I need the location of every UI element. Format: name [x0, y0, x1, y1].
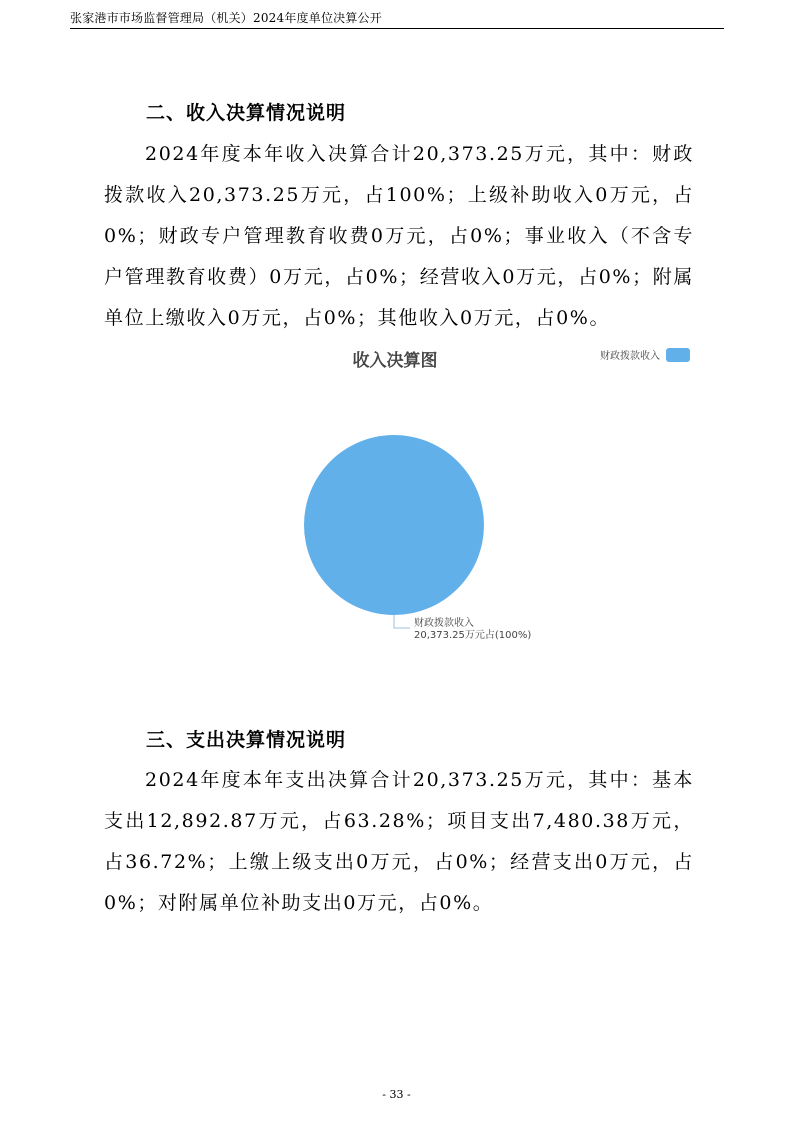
chart-title: 收入决算图 [352, 351, 438, 371]
pie-data-label-name: 财政拨款收入 [414, 618, 474, 629]
legend-label: 财政拨款收入 [600, 351, 660, 362]
expense-paragraph: 2024年度本年支出决算合计20,373.25万元，其中：基本支出12,892.87万元，占63.28%；项目支出7,480.38万元，占36.72%；上缴上级支出0万元，占0%；经营支出0万元，占0%；对附属单位补助支出0万元，占0%。 [104, 769, 694, 914]
pie-leader-line [394, 615, 410, 628]
page-number: - 33 - [382, 1088, 411, 1101]
document-header: 张家港市市场监督管理局（机关）2024年度单位决算公开 [70, 10, 724, 29]
expense-section-heading: 三、支出决算情况说明 [146, 729, 347, 751]
pie-data-label-value: 20,373.25万元占(100%) [414, 630, 532, 641]
income-section-heading: 二、收入决算情况说明 [146, 102, 347, 124]
income-paragraph: 2024年度本年收入决算合计20,373.25万元，其中：财政拨款收入20,373.25万元，占100%；上级补助收入0万元，占0%；财政专户管理教育收费0万元，占0%；事业收入（不含专户管理教育收费）0万元，占0%；经营收入0万元，占0%；附属单位上缴收入0万元，占0%；其他收入0万元，占0%。 [104, 143, 694, 329]
pie-slice [304, 435, 484, 615]
